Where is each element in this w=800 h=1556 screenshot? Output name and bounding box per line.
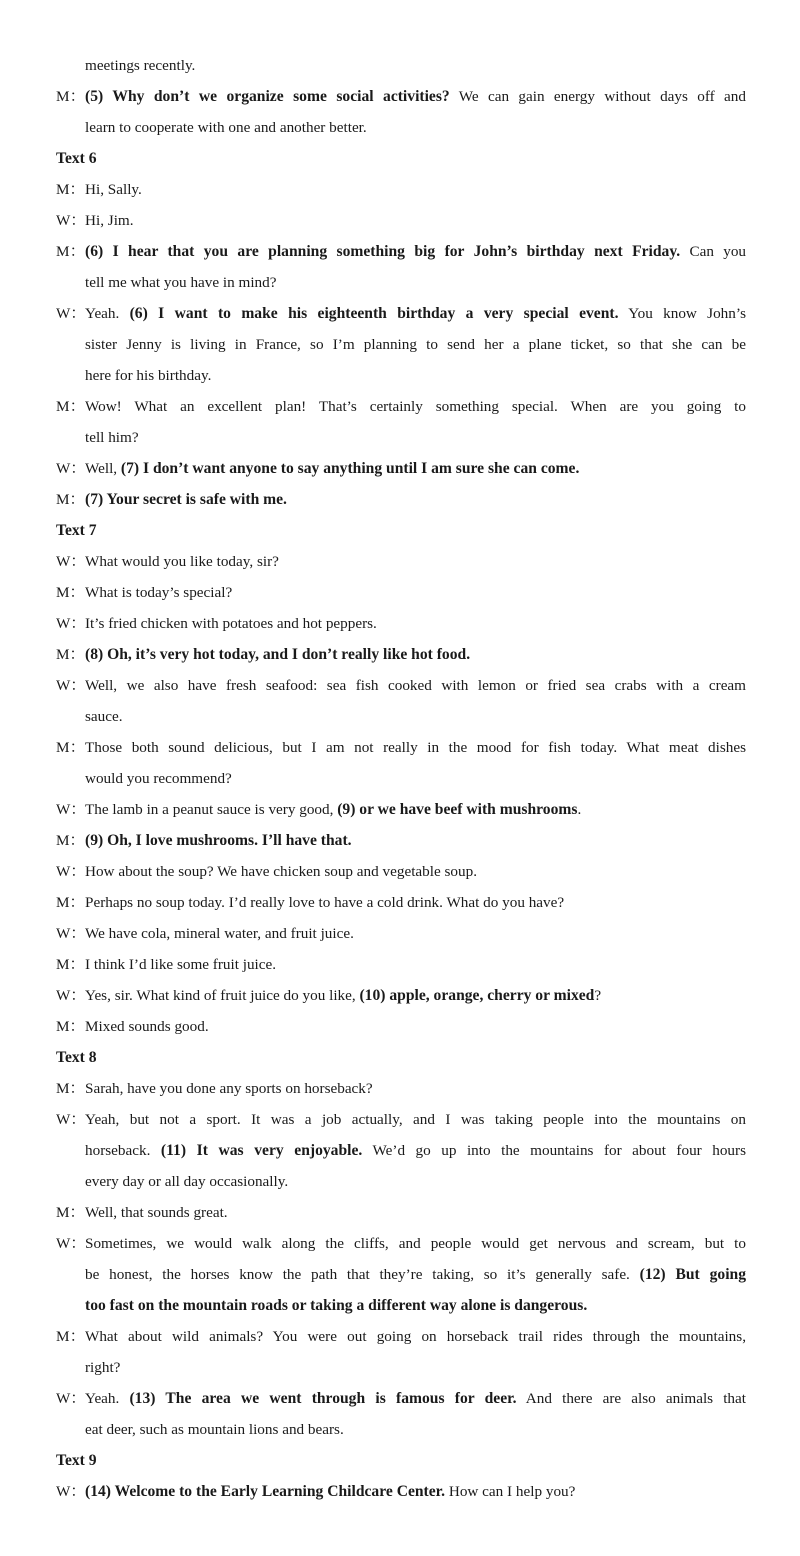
line-continuation <box>85 1135 746 1166</box>
line-text: Sometimes, we would walk along the cliffs, and people would get nervous and scream, but to <box>85 1235 746 1252</box>
line-continuation <box>85 112 746 143</box>
dialogue-line <box>56 887 746 918</box>
line-text: What would you like today, sir? <box>85 553 279 570</box>
line-continuation <box>85 1352 746 1383</box>
answer-highlight: (10) apple, orange, cherry or mixed <box>359 987 595 1004</box>
line-text: Yeah. <box>85 1390 130 1407</box>
line-text: Text 8 <box>56 1049 97 1066</box>
dialogue-line <box>56 980 746 1011</box>
dialogue-line <box>56 1011 746 1042</box>
dialogue-line <box>56 577 746 608</box>
line-text: Can you <box>680 243 747 260</box>
dialogue-line <box>56 1383 746 1414</box>
line-text: horseback. <box>85 1142 161 1159</box>
line-text: What is today’s special? <box>85 584 233 601</box>
line-text: Well, <box>85 460 121 477</box>
answer-highlight: (11) It was very enjoyable. <box>160 1142 363 1159</box>
line-text: ? <box>594 987 602 1004</box>
line-text: Yes, sir. What kind of fruit juice do you like, <box>85 987 360 1004</box>
line-text: We’d go up into the mountains for about four hours <box>362 1142 746 1159</box>
line-text: How can I help you? <box>445 1483 576 1500</box>
dialogue-line <box>56 949 746 980</box>
answer-highlight: (8) Oh, it’s very hot today, and I don’t really like hot food. <box>85 646 471 663</box>
line-continuation <box>85 1259 746 1290</box>
dialogue-line <box>56 1073 746 1104</box>
answer-highlight: (5) Why don’t we organize some social activities? <box>85 88 450 105</box>
speaker-label: M： <box>56 832 85 849</box>
line-text: Text 9 <box>56 1452 97 1469</box>
answer-highlight: (6) I want to make his eighteenth birthday a very special event. <box>129 305 619 322</box>
speaker-label: M： <box>56 88 85 105</box>
line-text: . <box>577 801 582 818</box>
line-text: Perhaps no soup today. I’d really love to have a cold drink. What do you have? <box>85 894 565 911</box>
speaker-label: W： <box>56 615 86 632</box>
dialogue-line <box>56 298 746 329</box>
section-heading <box>56 1445 746 1476</box>
speaker-label: W： <box>56 305 86 322</box>
line-text: Yeah, but not a sport. It was a job actually, and I was taking people into the mountains on <box>85 1111 746 1128</box>
line-text: Those both sound delicious, but I am not really in the mood for fish today. What meat dishes <box>85 739 746 756</box>
speaker-label: W： <box>56 863 86 880</box>
speaker-label: W： <box>56 801 86 818</box>
dialogue-line <box>56 639 746 670</box>
speaker-label: M： <box>56 739 85 756</box>
speaker-label: W： <box>56 925 86 942</box>
line-continuation <box>85 701 746 732</box>
speaker-label: M： <box>56 584 85 601</box>
dialogue-line <box>56 453 746 484</box>
speaker-label: W： <box>56 1390 86 1407</box>
line-continuation <box>85 267 746 298</box>
line-text: I think I’d like some fruit juice. <box>85 956 277 973</box>
line-continuation <box>85 1414 746 1445</box>
speaker-label: M： <box>56 646 85 663</box>
speaker-label: W： <box>56 460 86 477</box>
dialogue-line <box>56 825 746 856</box>
speaker-label: W： <box>56 212 86 229</box>
line-continuation <box>85 763 746 794</box>
speaker-label: M： <box>56 398 85 415</box>
line-text: eat deer, such as mountain lions and bears. <box>85 1421 344 1438</box>
dialogue-line <box>56 732 746 763</box>
line-text: here for his birthday. <box>85 367 212 384</box>
line-text: We can gain energy without days off and <box>449 88 746 105</box>
speaker-label: W： <box>56 987 86 1004</box>
dialogue-line <box>56 81 746 112</box>
line-text: Well, we also have fresh seafood: sea fish cooked with lemon or fried sea crabs with a cream <box>85 677 746 694</box>
line-continuation <box>85 360 746 391</box>
answer-highlight: (13) The area we went through is famous for deer. <box>129 1390 517 1407</box>
answer-highlight: (7) I don’t want anyone to say anything until I am sure she can come. <box>120 460 580 477</box>
line-text: learn to cooperate with one and another better. <box>85 119 367 136</box>
line-text: meetings recently. <box>85 57 196 74</box>
dialogue-line <box>56 205 746 236</box>
speaker-label: M： <box>56 1080 85 1097</box>
line-text: tell him? <box>85 429 139 446</box>
speaker-label: W： <box>56 1235 86 1252</box>
speaker-label: M： <box>56 894 85 911</box>
answer-highlight: (6) I hear that you are planning something big for John’s birthday next Friday. <box>85 243 681 260</box>
line-continuation <box>85 1290 746 1321</box>
line-text: tell me what you have in mind? <box>85 274 277 291</box>
line-text: Yeah. <box>85 305 130 322</box>
speaker-label: W： <box>56 1483 86 1500</box>
line-text: right? <box>85 1359 121 1376</box>
dialogue-line <box>56 794 746 825</box>
answer-highlight: (9) Oh, I love mushrooms. I’ll have that. <box>85 832 352 849</box>
dialogue-line <box>56 670 746 701</box>
answer-highlight: (12) But going <box>639 1266 746 1283</box>
line-continuation <box>85 50 746 81</box>
line-text: How about the soup? We have chicken soup and vegetable soup. <box>85 863 477 880</box>
line-text: What about wild animals? You were out going on horseback trail rides through the mountains, <box>85 1328 746 1345</box>
section-heading <box>56 143 746 174</box>
answer-highlight: (9) or we have beef with mushrooms <box>337 801 578 818</box>
line-text: Wow! What an excellent plan! That’s certainly something special. When are you going to <box>85 398 746 415</box>
speaker-label: M： <box>56 956 85 973</box>
dialogue-line <box>56 918 746 949</box>
line-text: sauce. <box>85 708 123 725</box>
dialogue-line <box>56 484 746 515</box>
line-text: Hi, Sally. <box>85 181 142 198</box>
dialogue-line <box>56 856 746 887</box>
line-continuation <box>85 329 746 360</box>
line-text: It’s fried chicken with potatoes and hot peppers. <box>85 615 377 632</box>
line-text: You know John’s <box>618 305 746 322</box>
dialogue-line <box>56 1228 746 1259</box>
line-text: every day or all day occasionally. <box>85 1173 289 1190</box>
line-text: The lamb in a peanut sauce is very good, <box>85 801 338 818</box>
line-text: Well, that sounds great. <box>85 1204 228 1221</box>
line-text: And there are also animals that <box>516 1390 746 1407</box>
dialogue-line <box>56 174 746 205</box>
dialogue-line <box>56 236 746 267</box>
line-text: Mixed sounds good. <box>85 1018 209 1035</box>
speaker-label: W： <box>56 553 86 570</box>
speaker-label: M： <box>56 243 85 260</box>
dialogue-line <box>56 1104 746 1135</box>
line-text: Text 6 <box>56 150 97 167</box>
dialogue-line <box>56 1476 746 1507</box>
speaker-label: M： <box>56 1018 85 1035</box>
section-heading <box>56 1042 746 1073</box>
speaker-label: M： <box>56 1204 85 1221</box>
line-text: sister Jenny is living in France, so I’m planning to send her a plane ticket, so that she can be <box>85 336 746 353</box>
line-text: Sarah, have you done any sports on horseback? <box>85 1080 373 1097</box>
line-text: would you recommend? <box>85 770 232 787</box>
line-text: We have cola, mineral water, and fruit juice. <box>85 925 354 942</box>
speaker-label: M： <box>56 491 85 508</box>
dialogue-line <box>56 608 746 639</box>
dialogue-line <box>56 1197 746 1228</box>
line-continuation <box>85 1166 746 1197</box>
speaker-label: W： <box>56 677 86 694</box>
line-text: Text 7 <box>56 522 97 539</box>
section-heading <box>56 515 746 546</box>
speaker-label: M： <box>56 181 85 198</box>
line-text: Hi, Jim. <box>85 212 134 229</box>
speaker-label: W： <box>56 1111 86 1128</box>
dialogue-line <box>56 546 746 577</box>
speaker-label: M： <box>56 1328 85 1345</box>
answer-highlight: too fast on the mountain roads or taking a different way alone is dangerous. <box>85 1297 588 1314</box>
answer-highlight: (14) Welcome to the Early Learning Childcare Center. <box>85 1483 446 1500</box>
dialogue-line <box>56 391 746 422</box>
answer-highlight: (7) Your secret is safe with me. <box>85 491 287 508</box>
line-continuation <box>85 422 746 453</box>
line-text: be honest, the horses know the path that they’re taking, so it’s generally safe. <box>85 1266 640 1283</box>
dialogue-line <box>56 1321 746 1352</box>
